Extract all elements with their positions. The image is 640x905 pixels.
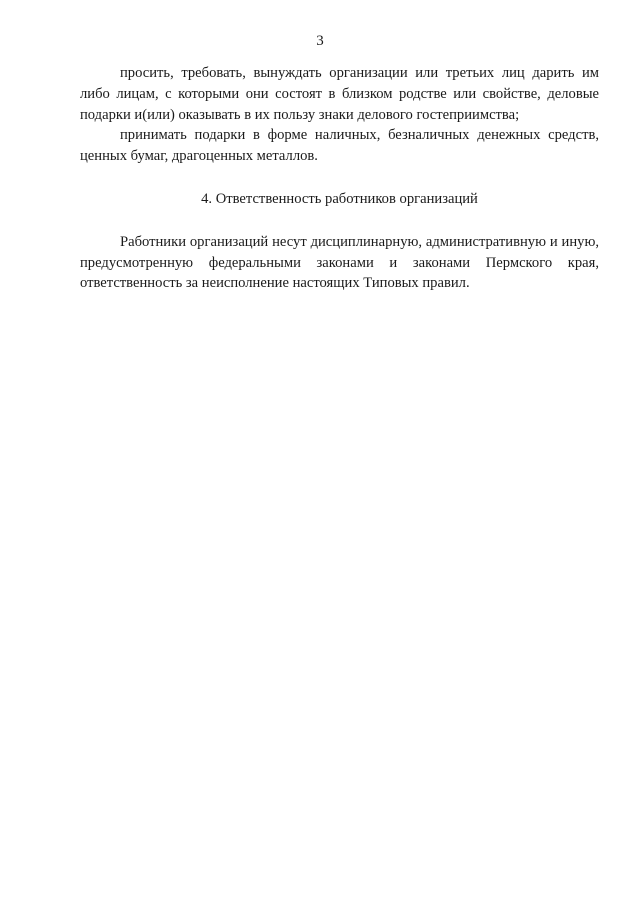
page-number: 3 bbox=[316, 33, 324, 49]
section-body bbox=[80, 232, 599, 294]
paragraph-gift-solicitation: просить, требовать, вынуждать организации или третьих лиц дарить им либо лицам, с которыми они состоят в близком родстве или свойстве, деловые подарки и(или) оказывать в их пользу знаки делового гостеприимства; bbox=[80, 65, 599, 123]
section-heading: 4. Ответственность работников организаций bbox=[201, 190, 478, 207]
document-body bbox=[80, 63, 599, 294]
paragraph-gift-forms: принимать подарки в форме наличных, безналичных денежных средств, ценных бумаг, драгоценных металлов. bbox=[80, 127, 599, 165]
paragraph-responsibility: Работники организаций несут дисциплинарную, административную и иную, предусмотренную федеральными законами и законами Пермского края, ответственность за неисполнение настоящих Типовых правил. bbox=[80, 233, 599, 292]
